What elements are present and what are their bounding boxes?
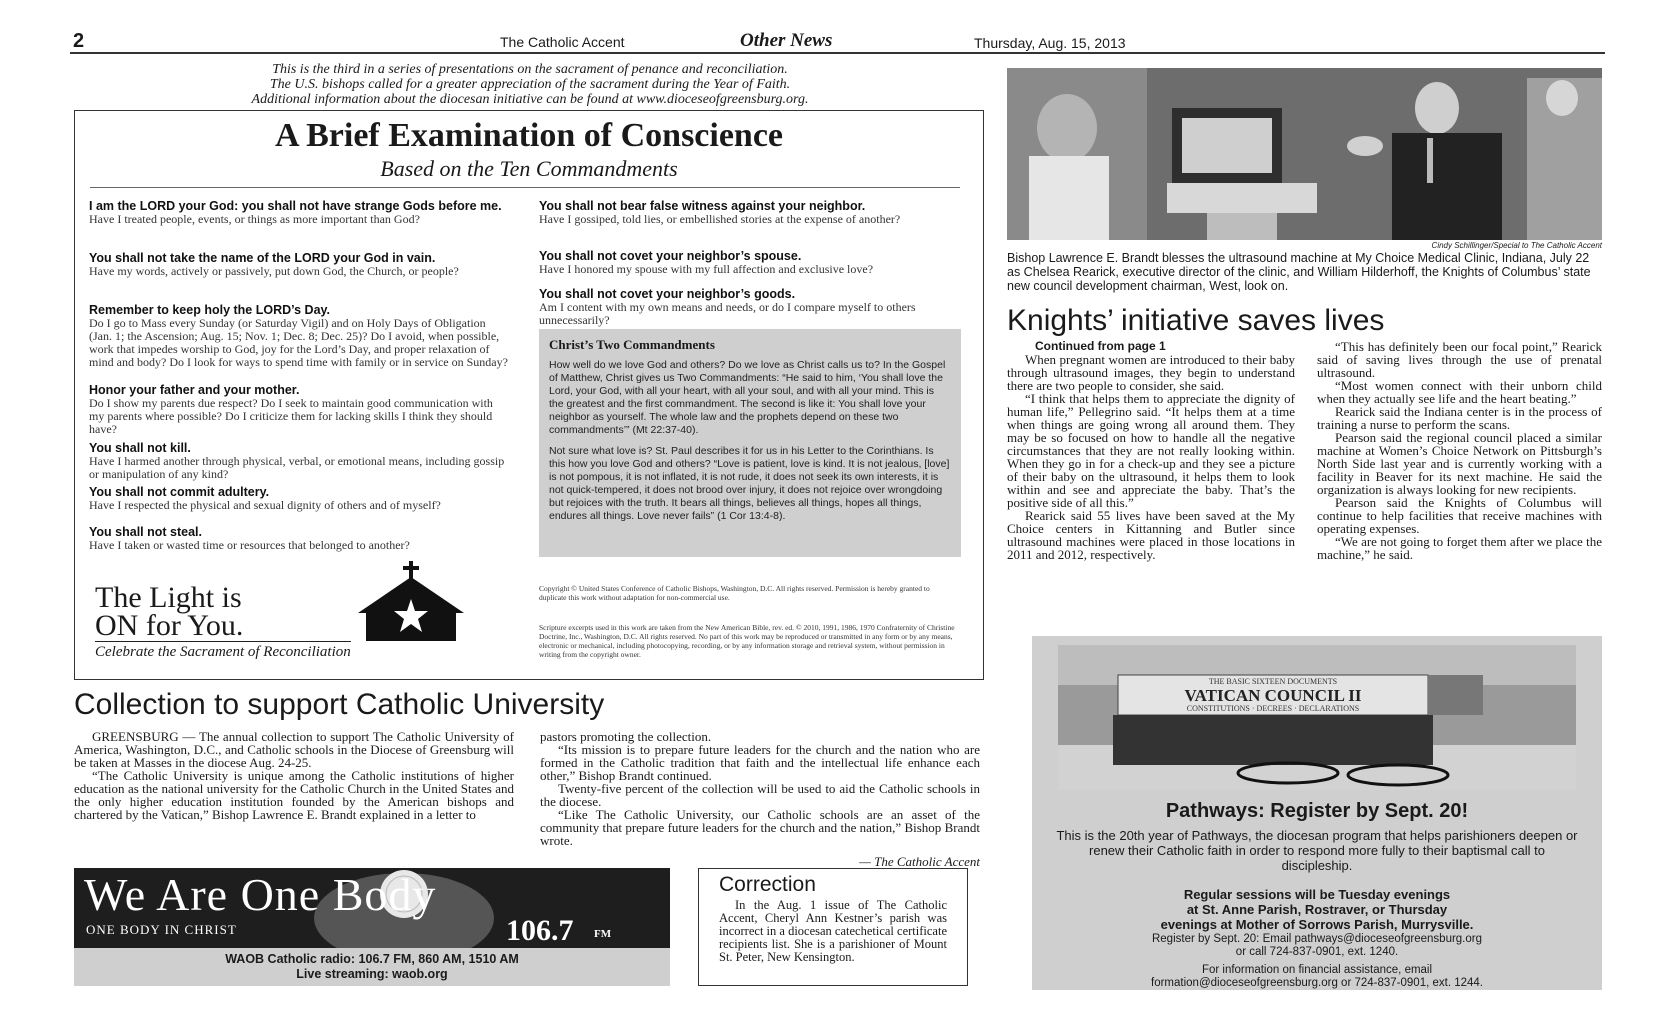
knights-column-2	[1317, 340, 1602, 561]
commandment-1	[89, 199, 509, 226]
section-title: Other News	[740, 30, 833, 51]
commandment-title: You shall not covet your neighbor’s spouse.	[539, 249, 802, 263]
page-number: 2	[73, 30, 85, 52]
waob-frequency: 106.7	[506, 914, 574, 947]
collection-headline: Collection to support Catholic University	[74, 688, 605, 721]
examination-box	[74, 110, 984, 680]
intro-line: This is the third in a series of presentations on the sacrament of penance and reconciliation.	[272, 62, 788, 77]
commandment-8	[539, 199, 961, 226]
commandment-4	[89, 383, 509, 436]
paragraph: Twenty-five percent of the collection will be used to aid the Catholic schools in the diocese.	[540, 781, 980, 809]
commandment-text: Have I treated people, events, or things as more important than God?	[89, 212, 420, 226]
financial-line: formation@dioceseofgreensburg.org or 724-837-0901, ext. 1244.	[1151, 977, 1483, 989]
waob-subtitle: ONE BODY IN CHRIST	[86, 922, 237, 937]
commandment-9	[539, 249, 961, 276]
intro-line: Additional information about the diocesan initiative can be found at www.dioceseofgreensburg.org.	[251, 92, 809, 107]
commandment-title: I am the LORD your God: you shall not have strange Gods before me.	[89, 199, 502, 213]
church-star-icon	[352, 561, 472, 643]
intro-line: The U.S. bishops called for a greater appreciation of the sacrament during the Year of Faith.	[269, 77, 791, 92]
paragraph: “This has definitely been our focal point,” Rearick said of saving lives through the use of prenatal ultrasound.	[1317, 339, 1602, 380]
photo-illustration	[1007, 68, 1602, 240]
commandment-title: You shall not bear false witness against your neighbor.	[539, 199, 866, 213]
photo-caption: Bishop Lawrence E. Brandt blesses the ultrasound machine at My Choice Medical Clinic, Indiana, July 22 as Chelsea Rearick, executive director of the clinic, and William Hilderhoff, the Knights of Columbus’ state new council development chairman, West, look on.	[1007, 251, 1591, 293]
financial-line: For information on financial assistance, email	[1201, 964, 1433, 976]
waob-streaming: Live streaming: waob.org	[296, 967, 448, 981]
paragraph: “Like The Catholic University, our Catholic schools are an asset of the community that prepare future leaders for the church and the nation,” Bishop Brandt wrote.	[540, 807, 980, 848]
paragraph: When pregnant women are introduced to their baby through ultrasound images, they begin to understand there are two people to consider, she said.	[1007, 352, 1295, 393]
book-subtitle: CONSTITUTIONS · DECREES · DECLARATIONS	[1186, 704, 1360, 713]
knights-column-1	[1007, 340, 1295, 561]
commandment-7	[89, 525, 509, 552]
commandment-2	[89, 251, 509, 278]
paragraph: pastors promoting the collection.	[540, 729, 712, 744]
sessions-line: at St. Anne Parish, Rostraver, or Thursday	[1186, 902, 1448, 917]
commandment-text: Have my words, actively or passively, put down God, the Church, or people?	[89, 264, 459, 278]
publication-name: The Catholic Accent	[500, 34, 625, 50]
paragraph: Pearson said the Knights of Columbus will continue to help facilities that receive machines with operating expenses.	[1317, 495, 1602, 536]
intro-note	[70, 62, 990, 107]
paragraph: “Most women connect with their unborn child when they actually see life and the heart beating.”	[1317, 378, 1602, 406]
collection-column-1	[74, 730, 514, 821]
commandment-title: You shall not take the name of the LORD your God in vain.	[89, 251, 436, 265]
paragraph: “I think that helps them to appreciate the dignity of human life,” Pellegrino said. “It helps them at a time when things are going wrong all around them. They may be so focused on how to handle all the negative circumstances that they are not really looking within. When they go in for a check-up and they see a picture of their baby on the ultrasound, it helps them to look within and see and appreciate the baby. That’s the positive side of all this.”	[1007, 391, 1295, 510]
sessions-line: Regular sessions will be Tuesday evenings	[1183, 887, 1451, 902]
two-commandments-paragraph: Not sure what love is? St. Paul describes it for us in his Letter to the Corinthians. Is this how you love God and others? “Love is patient, love is kind. It is not jealous, [love] is not pompous, it is not inflated, it is not rude, it does not seek its own interests, it is not quick-tempered, it does not brood over injury, it does not rejoice over wrongdoing but rejoices with the truth. It bears all things, believes all things, hopes all things, endures all things. Love never fails” (1 Cor 13:4-8).	[549, 445, 950, 522]
correction-text: In the Aug. 1 issue of The Catholic Accent, Cheryl Ann Kestner’s parish was incorrect in a diocesan catechetical certificate recipients list. She is a parishioner of Mount St. Peter, New Kensington.	[719, 898, 947, 964]
commandment-text: Do I go to Mass every Sunday (or Saturday Vigil) and on Holy Days of Obligation (Jan. 1; the Ascension; Aug. 15; Nov. 1; Dec. 8; Dec. 25)? Do I avoid, when possible, work that impedes worship to God, joy for the Lord’s Day, and proper relaxation of mind and body? Do I look for ways to spend time with family or in service on Sunday?	[89, 316, 508, 369]
commandment-text: Am I content with my own means and needs, or do I compare myself to others unnecessarily?	[539, 300, 916, 327]
commandment-text: Have I gossiped, told lies, or embellished stories at the expense of another?	[539, 212, 901, 226]
commandment-text: Have I taken or wasted time or resources that belonged to another?	[89, 538, 410, 552]
waob-stations: WAOB Catholic radio: 106.7 FM, 860 AM, 1510 AM	[225, 952, 519, 966]
correction-box	[698, 868, 968, 986]
waob-title: We Are One Body	[84, 869, 437, 920]
register-line: or call 724-837-0901, ext. 1240.	[1235, 946, 1399, 958]
article-credit: — The Catholic Accent	[859, 854, 980, 869]
paragraph: Rearick said 55 lives have been saved at the My Choice centers in Kittanning and Butler since ultrasound machines were placed in those locations in 2011 and 2012, respectively.	[1007, 508, 1295, 562]
book-title: VATICAN COUNCIL II	[1184, 686, 1362, 705]
commandment-title: You shall not covet your neighbor’s goods.	[539, 287, 796, 301]
logo-line: The Light is	[95, 581, 242, 614]
commandment-title: You shall not steal.	[89, 525, 202, 539]
commandment-6	[89, 485, 509, 512]
commandment-10	[539, 287, 961, 327]
scripture-copyright: Scripture excerpts used in this work are taken from the New American Bible, rev. ed. © 2010, 1991, 1986, 1970 Confraternity of Christine Doctrine, Inc., Washington, D.C. All rights reserved. No part of this work may be reproduced or transmitted in any form or by any means, electronic or mechanical, including photocopying, recording, or by any information storage and retrieval system, without permission in writing from the copyright owner.	[539, 623, 955, 659]
examination-subtitle: Based on the Ten Commandments	[380, 156, 678, 181]
knights-headline: Knights’ initiative saves lives	[1007, 304, 1385, 337]
correction-title: Correction	[719, 873, 816, 896]
register-line: Register by Sept. 20: Email pathways@dioceseofgreensburg.org	[1151, 933, 1483, 945]
paragraph: “The Catholic University is unique among the Catholic institutions of higher education as the national university for the Catholic Church in the United States and the only higher education institution founded by the American bishops and chartered by the Vatican,” Bishop Lawrence E. Brandt explained in a letter to	[74, 768, 514, 822]
light-is-on-logo	[87, 561, 467, 671]
ultrasound-blessing-photo	[1007, 68, 1602, 240]
two-commandments-paragraph: How well do we love God and others? Do we love as Christ calls us to? In the Gospel of Matthew, Christ gives us Two Commandments: “He said to him, ‘You shall love the Lord, your God, with all your heart, with all your soul, and with all your mind. This is the greatest and the first commandment. The second is like it: You shall love your neighbor as yourself. The whole law and the prophets depend on these two commandments’” (Mt 22:37-40).	[549, 359, 946, 436]
issue-date: Thursday, Aug. 15, 2013	[974, 35, 1126, 51]
commandment-title: Honor your father and your mother.	[89, 383, 300, 397]
commandment-text: Have I harmed another through physical, verbal, or emotional means, including gossip or manipulation of any kind?	[89, 454, 505, 481]
pathways-headline: Pathways: Register by Sept. 20!	[1165, 800, 1469, 822]
photo-credit: Cindy Schillinger/Special to The Catholic Accent	[1431, 241, 1602, 250]
book-series: THE BASIC SIXTEEN DOCUMENTS	[1208, 677, 1338, 686]
commandment-5	[89, 441, 509, 481]
commandment-text: Do I show my parents due respect? Do I seek to maintain good communication with my parents where possible? Do I criticize them for lacking skills I think they should have?	[89, 396, 493, 436]
logo-line: ON for You.	[95, 609, 244, 642]
commandment-text: Have I respected the physical and sexual dignity of others and of myself?	[89, 498, 441, 512]
pathways-contact	[1032, 933, 1602, 990]
paragraph: “Its mission is to prepare future leaders for the church and the nation who are formed in the Catholic tradition that faith and the intellectual life enhance each other,” Bishop Brandt continued.	[540, 742, 980, 783]
paragraph: GREENSBURG — The annual collection to support The Catholic University of America, Washington, D.C., and Catholic schools in the Diocese of Greensburg will be taken at Masses in the diocese Aug. 24-25.	[74, 729, 514, 770]
waob-info-bar	[74, 948, 670, 986]
paragraph: “We are not going to forget them after we place the machine,” he said.	[1317, 534, 1602, 562]
logo-tagline: Celebrate the Sacrament of Reconciliation	[95, 641, 351, 661]
divider	[90, 187, 960, 188]
header-rule	[70, 52, 1605, 54]
pathways-sessions	[1032, 887, 1602, 932]
commandment-3	[89, 303, 509, 369]
paragraph: Rearick said the Indiana center is in the process of training a nurse to perform the scans.	[1317, 404, 1602, 432]
two-commandments-title: Christ’s Two Commandments	[549, 337, 715, 352]
commandment-text: Have I honored my spouse with my full affection and exclusive love?	[539, 262, 874, 276]
collection-column-2	[540, 730, 980, 868]
pathways-description: This is the 20th year of Pathways, the diocesan program that helps parishioners deepen or renew their Catholic faith in order to respond more fully to their baptismal call to discipleship.	[1056, 828, 1578, 873]
waob-band: FM	[594, 928, 612, 940]
paragraph: Pearson said the regional council placed a similar machine at Women’s Choice Network on Pittsburgh’s North Side last year and is currently working with a facility in Beaver for its next machine. He said the organization is always looking for new recipients.	[1317, 430, 1602, 497]
commandment-title: You shall not kill.	[89, 441, 191, 455]
commandment-title: Remember to keep holy the LORD’s Day.	[89, 303, 331, 317]
examination-title: A Brief Examination of Conscience	[274, 117, 784, 154]
sessions-line: evenings at Mother of Sorrows Parish, Murrysville.	[1160, 917, 1474, 932]
two-commandments-box	[539, 329, 961, 557]
copyright-notice: Copyright © United States Conference of Catholic Bishops, Washington, D.C. All rights reserved. Permission is hereby granted to duplicate this work without adaptation for non-commercial use.	[539, 584, 930, 602]
books-illustration	[1058, 645, 1576, 790]
continued-label: Continued from page 1	[1035, 339, 1166, 353]
commandment-title: You shall not commit adultery.	[89, 485, 270, 499]
vatican-council-books-photo	[1058, 645, 1576, 790]
